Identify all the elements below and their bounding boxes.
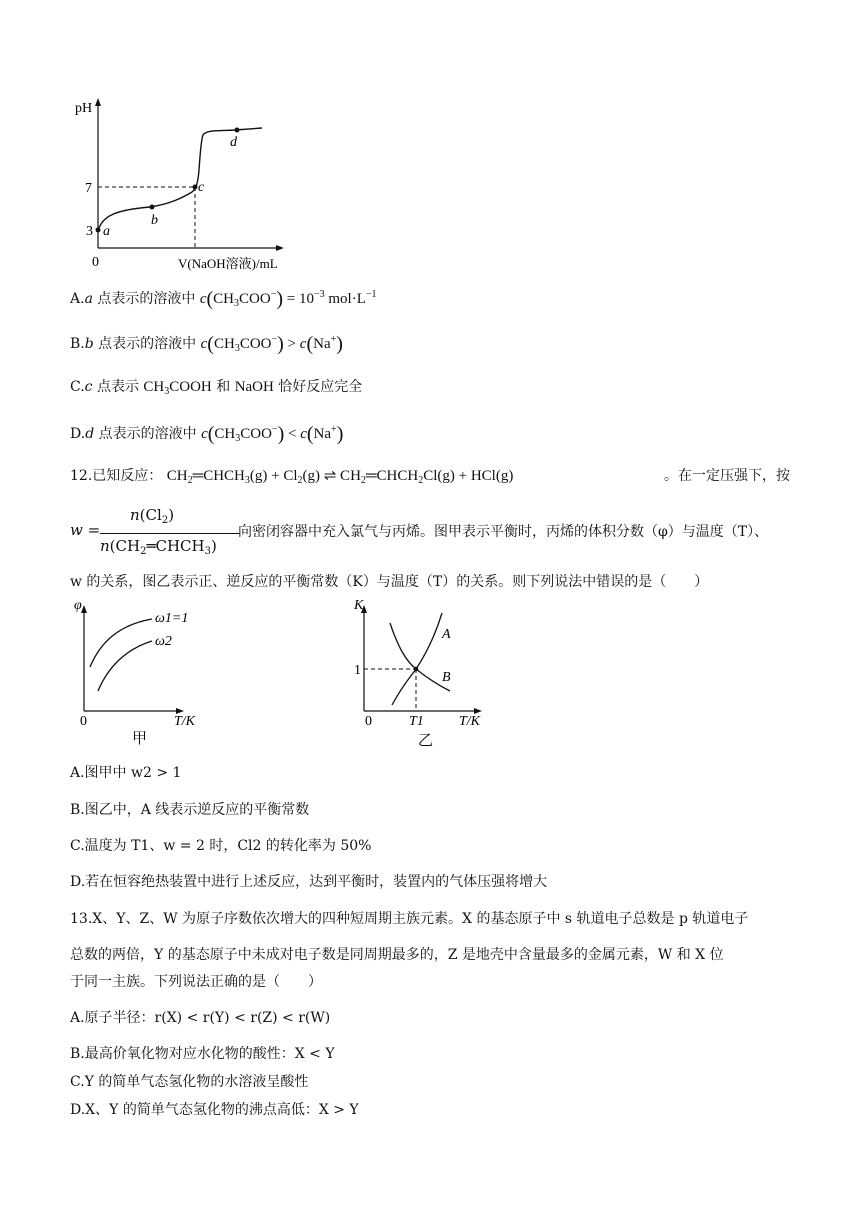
x-axis-label: V(NaOH溶液)/mL: [178, 256, 278, 271]
titration-curve-graph: [70, 90, 310, 275]
q13-option-d: D.X、Y 的简单气态氢化物的沸点高低：X > Y: [70, 1102, 359, 1118]
yi-x-label: T/K: [459, 714, 481, 729]
jia-y-label: φ: [74, 598, 82, 613]
yi-curve-a: A: [442, 627, 451, 642]
q12-stem-line-2: 向密闭容器中充入氯气与丙烯。图甲表示平衡时，丙烯的体积分数（φ）与温度（T）、: [238, 524, 769, 540]
q13-option-a: A.原子半径：r(X) < r(Y) < r(Z) < r(W): [70, 1010, 331, 1026]
point-b-label: b: [151, 213, 158, 228]
tick-7: 7: [85, 181, 92, 196]
q11-option-a: A.a 点表示的溶液中 $c(CH_3COO^-) = 10^{-3}$ $mol\cdot L^{-1}$: [70, 288, 377, 310]
q13-stem-line-3: 于同一主族。下列说法正确的是（ ）: [70, 974, 322, 990]
q12-stem-line-1: 12.已知反应： $CH_2═CHCH_3(g) + Cl_2(g)$ ⇌ $CH_2═CHCH_2Cl(g) + HCl(g)$ 。在一定压强下，按: [70, 468, 790, 486]
q11-option-b: B.b 点表示的溶液中 $c(CH_3COO^-) > c(Na^+)$: [70, 333, 343, 355]
jia-curve1-label: ω1=1: [155, 611, 189, 626]
yi-y-label: K: [354, 598, 364, 613]
yi-tick-t1: T1: [409, 714, 424, 729]
jia-caption: 甲: [132, 731, 148, 747]
q13-stem-line-2: 总数的两倍，Y 的基态原子中未成对电子数是同周期最多的，Z 是地壳中含量最多的金属元素，W 和 X 位: [70, 947, 724, 963]
point-c-label: c: [198, 180, 205, 195]
w-fraction: w = $n(Cl_2)$ $n(CH_2═CHCH_3)$: [70, 506, 245, 562]
tick-3: 3: [86, 224, 93, 239]
q12-option-d: D.若在恒容绝热装置中进行上述反应，达到平衡时，装置内的气体压强将增大: [70, 874, 548, 890]
yi-caption: 乙: [418, 733, 434, 749]
q11-option-d: D.d 点表示的溶液中 $c(CH_3COO^-) < c(Na^+)$: [70, 423, 344, 445]
origin-label: 0: [92, 255, 99, 270]
graph-jia: [70, 595, 220, 750]
graph-yi: [350, 595, 495, 750]
jia-x-label: T/K: [174, 714, 196, 729]
q12-option-c: C.温度为 T1、w = 2 时，Cl2 的转化率为 50%: [70, 838, 372, 854]
q11-option-c: C.c 点表示 $CH_3COOH$ 和 NaOH 恰好反应完全: [70, 379, 363, 397]
yi-origin: 0: [365, 714, 372, 729]
jia-origin: 0: [80, 714, 87, 729]
q13-option-c: C.Y 的简单气态氢化物的水溶液呈酸性: [70, 1074, 309, 1090]
q12-option-b: B.图乙中，A 线表示逆反应的平衡常数: [70, 802, 310, 818]
yi-curve-b: B: [442, 670, 451, 685]
point-a-label: a: [103, 224, 110, 239]
q12-option-a: A.图甲中 w2 > 1: [70, 765, 182, 781]
jia-curve2-label: ω2: [155, 634, 172, 649]
q13-option-b: B.最高价氧化物对应水化物的酸性：X < Y: [70, 1046, 335, 1062]
point-d-label: d: [230, 135, 237, 150]
y-axis-label: pH: [75, 101, 93, 116]
yi-tick-1: 1: [354, 663, 361, 678]
q12-stem-line-3: w 的关系，图乙表示正、逆反应的平衡常数（K）与温度（T）的关系。则下列说法中错误的是（ ）: [70, 574, 709, 590]
q13-stem-line-1: 13.X、Y、Z、W 为原子序数依次增大的四种短周期主族元素。X 的基态原子中 s 轨道电子总数是 p 轨道电子: [70, 911, 749, 927]
